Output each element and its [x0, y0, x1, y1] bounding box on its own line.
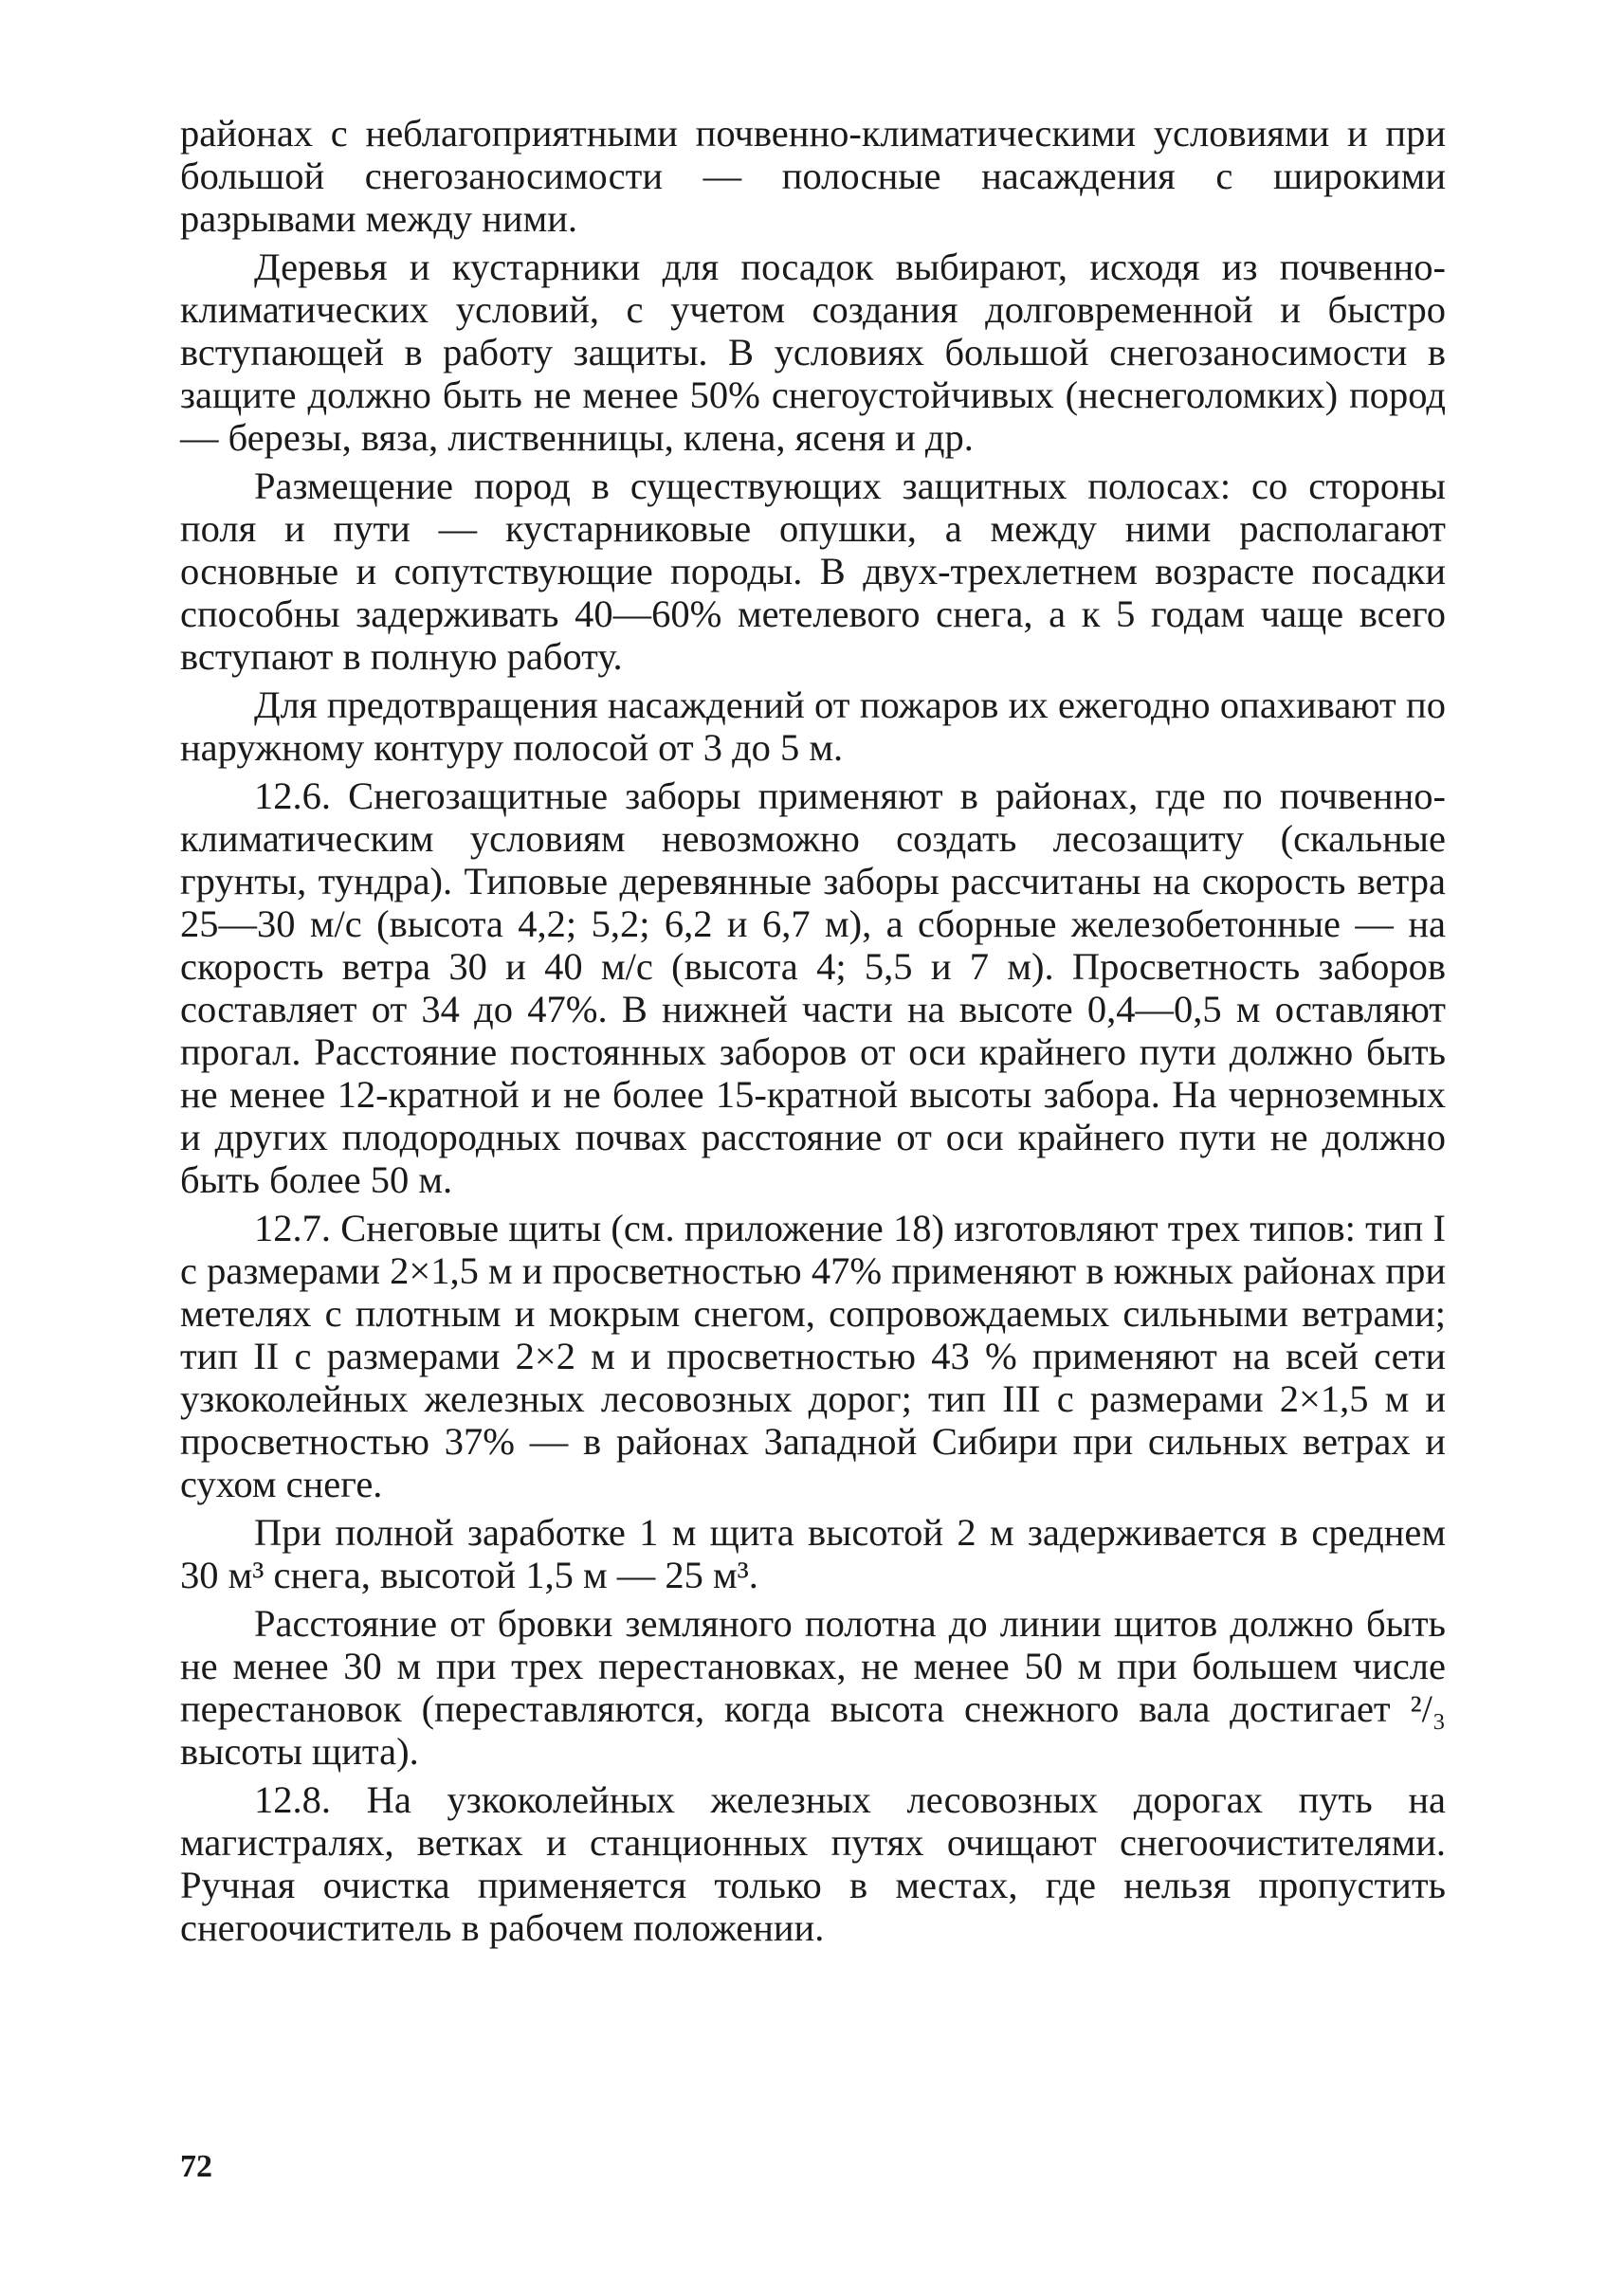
- page-body: [180, 112, 1446, 1955]
- paragraph-12-6-snow-fences: 12.6. Снегозащитные заборы применяют в районах, где по почвенно-климатическим условиям невозможно создать лесозащиту (скальные грунты, тундра). Типовые деревянные заборы рассчитаны на скорость ветра 25—30 м/с (высота 4,2; 5,2; 6,2 и 6,7 м), а сборные железобетонные — на скорость ветра 30 и 40 м/с (высота 4; 5,5 и 7 м). Просветность заборов составляет от 34 до 47%. В нижней части на высоте 0,4—0,5 м оставляют прогал. Расстояние постоянных заборов от оси крайнего пути должно быть не менее 12-кратной и не более 15-кратной высоты забора. На черноземных и других плодородных почвах расстояние от оси крайнего пути не должно быть более 50 м.: [180, 774, 1446, 1201]
- paragraph-12-8-snow-clearing: 12.8. На узкоколейных железных лесовозных дорогах путь на магистралях, ветках и станционных путях очищают снегоочистителями. Ручная очистка применяется только в местах, где нельзя пропустить снегоочиститель в рабочем положении.: [180, 1778, 1446, 1949]
- paragraph-shield-distance: Расстояние от бровки земляного полотна до линии щитов должно быть не менее 30 м при трех перестановках, не менее 50 м при большем числе перестановок (переставляются, когда высота снежного вала достигает ²/₃ высоты щита).: [180, 1602, 1446, 1773]
- paragraph-continuation: районах с неблагоприятными почвенно-климатическими условиями и при большой снегозаносимости — полосные насаждения с широкими разрывами между ними.: [180, 112, 1446, 240]
- paragraph-shield-capacity: При полной заработке 1 м щита высотой 2 м задерживается в среднем 30 м³ снега, высотой 1,5 м — 25 м³.: [180, 1511, 1446, 1596]
- paragraph-12-7-snow-shields: 12.7. Снеговые щиты (см. приложение 18) изготовляют трех типов: тип I с размерами 2×1,5 м и просветностью 47% применяют в южных районах при метелях с плотным и мокрым снегом, сопровождаемых сильными ветрами; тип II с размерами 2×2 м и просветностью 43 % применяют на всей сети узкоколейных железных лесовозных дорог; тип III с размерами 2×1,5 м и просветностью 37% — в районах Западной Сибири при сильных ветрах и сухом снеге.: [180, 1207, 1446, 1505]
- paragraph-fire-protection: Для предотвращения насаждений от пожаров их ежегодно опахивают по наружному контуру полосой от 3 до 5 м.: [180, 683, 1446, 769]
- paragraph-species-placement: Размещение пород в существующих защитных полосах: со стороны поля и пути — кустарниковые опушки, а между ними располагают основные и сопутствующие породы. В двух-трехлетнем возрасте посадки способны задерживать 40—60% метелевого снега, а к 5 годам чаще всего вступают в полную работу.: [180, 464, 1446, 678]
- page-number: 72: [180, 2149, 212, 2184]
- paragraph-tree-selection: Деревья и кустарники для посадок выбирают, исходя из почвенно-климатических условий, с учетом создания долговременной и быстро вступающей в работу защиты. В условиях большой снегозаносимости в защите должно быть не менее 50% снегоустойчивых (неснеголомких) пород — березы, вяза, лиственницы, клена, ясеня и др.: [180, 246, 1446, 459]
